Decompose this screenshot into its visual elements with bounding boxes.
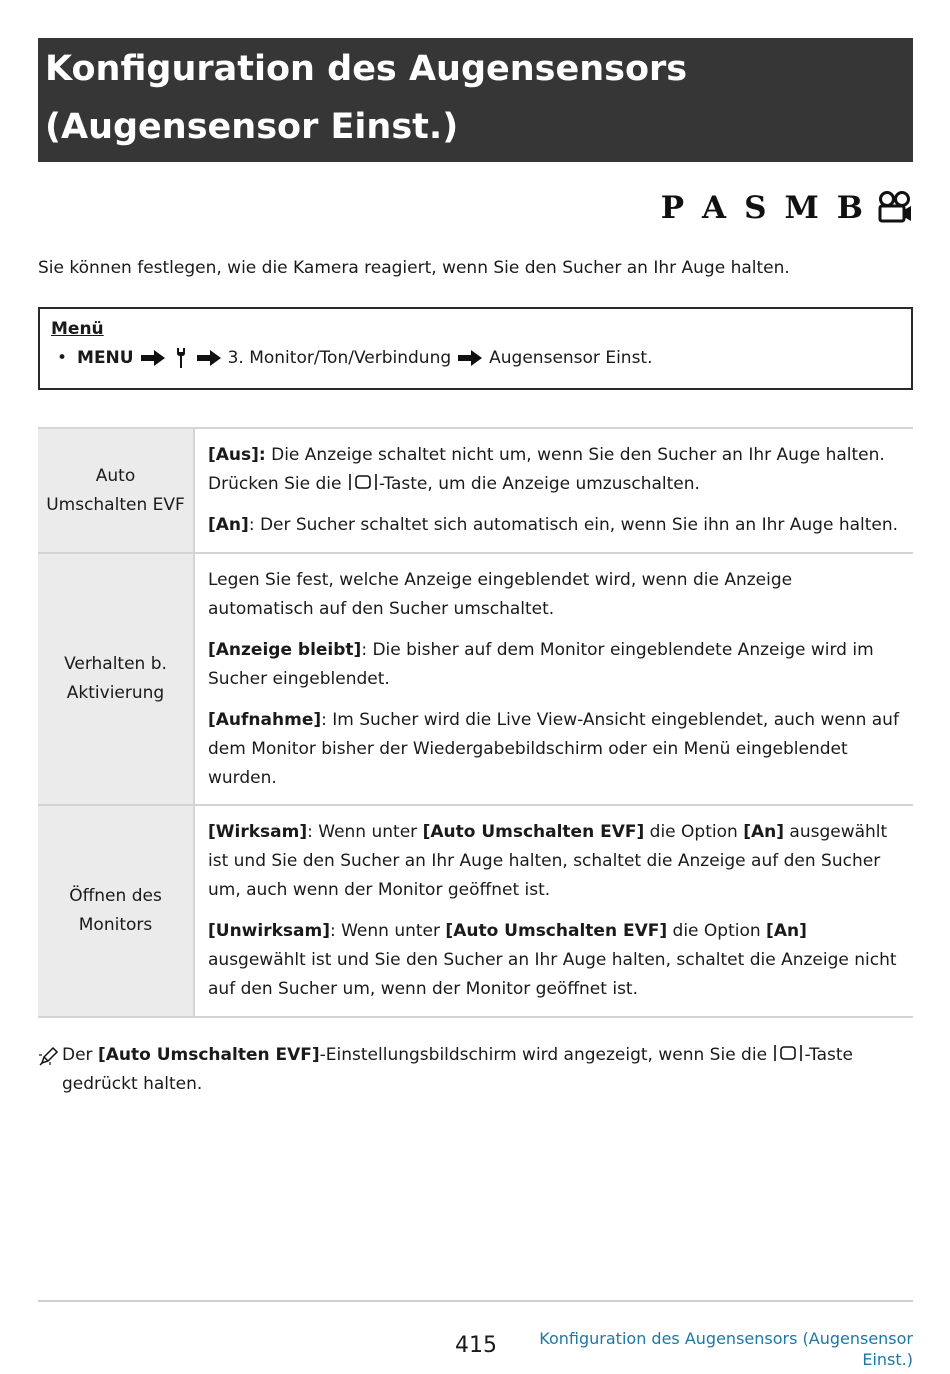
option-text: die Option [644, 822, 744, 842]
option-text: Legen Sie fest, welche Anzeige eingeblendet wird, wenn die Anzeige automatisch auf den Sucher umschaltet. [208, 569, 793, 619]
option-ref: [An] [743, 822, 784, 842]
option-text: Die Anzeige schaltet nicht um, wenn Sie den Sucher an Ihr Auge halten. Drücken Sie die [208, 445, 885, 494]
bullet: • [57, 348, 68, 368]
mode-m: M [784, 190, 819, 226]
table-row [38, 805, 913, 1017]
table-row [38, 553, 913, 805]
arrow-right-icon [196, 349, 222, 367]
arrow-right-icon [457, 349, 483, 367]
note-part: Der [62, 1045, 98, 1065]
option-text: : Im Sucher wird die Live View-Ansicht eingeblendet, auch wenn auf dem Monitor bisher der Wiedergabebildschirm oder ein Menü eingeblendet wurden. [208, 709, 899, 788]
page-title [45, 40, 905, 156]
option-text: : Wenn unter [307, 822, 423, 842]
title-bar [38, 38, 913, 162]
title-line-1: Konfiguration des Augensensors [45, 49, 688, 89]
option-text: ausgewählt ist und Sie den Sucher an Ihr Auge halten, schaltet die Anzeige auf den Sucher um, auch wenn der Monitor geöffnet ist. [208, 822, 888, 900]
menu-heading: Menü [51, 319, 104, 339]
menu-root: MENU [77, 348, 134, 368]
option-ref: [An] [766, 921, 807, 941]
display-button-icon [347, 473, 379, 491]
note-text [60, 1041, 913, 1099]
menu-item: Augensensor Einst. [489, 348, 653, 368]
option-key: [Unwirksam] [208, 921, 330, 941]
setting-label: Auto Umschalten EVF [38, 428, 194, 553]
option-key: [Wirksam] [208, 822, 308, 842]
menu-path [51, 343, 900, 373]
mode-b: B [836, 190, 863, 226]
note-ref: [Auto Umschalten EVF] [97, 1045, 320, 1065]
option-text: -Taste, um die Anzeige umzuschalten. [378, 474, 700, 494]
page-number: 415 [455, 1333, 497, 1358]
mode-a: A [702, 190, 727, 226]
option-text: : Die bisher auf dem Monitor eingeblendete Anzeige wird im Sucher eingeblendet. [208, 639, 874, 689]
setting-description [194, 553, 913, 805]
note [38, 1041, 913, 1099]
mode-s: S [744, 190, 767, 226]
shooting-modes [643, 188, 913, 228]
manual-page [38, 38, 913, 1369]
footer-section-link[interactable]: Konfiguration des Augensensors (Augensensor Einst.) [539, 1329, 913, 1369]
setting-label: Verhalten b. Aktivierung [38, 553, 194, 805]
option-text: : Der Sucher schaltet sich automatisch ein, wenn Sie ihn an Ihr Auge halten. [248, 515, 899, 535]
intro-text: Sie können festlegen, wie die Kamera reagiert, wenn Sie den Sucher an Ihr Auge halten. [38, 258, 790, 278]
menu-path-box [38, 307, 913, 390]
option-ref: [Auto Umschalten EVF] [422, 822, 645, 842]
display-button-icon [772, 1044, 804, 1062]
option-key: [An] [208, 515, 249, 535]
settings-table [38, 427, 913, 1018]
movie-camera-icon [877, 191, 913, 225]
option-ref: [Auto Umschalten EVF] [445, 921, 668, 941]
option-text: ausgewählt ist und Sie den Sucher an Ihr Auge halten, schaltet die Anzeige nicht auf den Sucher um, wenn der Monitor geöffnet ist. [208, 950, 897, 999]
note-part: -Einstellungsbildschirm wird angezeigt, wenn Sie die [319, 1045, 773, 1065]
option-key: [Aufnahme] [208, 709, 322, 730]
option-text: : Wenn unter [329, 921, 446, 941]
arrow-right-icon [140, 349, 166, 367]
setting-description [194, 805, 913, 1017]
footer-divider [38, 1300, 913, 1302]
note-part: -Taste gedrückt halten. [62, 1045, 853, 1094]
wrench-icon [174, 347, 188, 369]
table-row [38, 428, 913, 553]
setting-label: Öffnen des Monitors [38, 805, 194, 1017]
option-key: [Anzeige bleibt] [208, 639, 362, 660]
option-text: die Option [667, 921, 767, 941]
option-key: [Aus]: [208, 445, 266, 465]
mode-p: P [660, 190, 685, 226]
menu-step: 3. Monitor/Ton/Verbindung [227, 348, 452, 368]
setting-description [194, 428, 913, 553]
pencil-icon [38, 1045, 60, 1067]
title-line-2: (Augensensor Einst.) [45, 107, 459, 147]
